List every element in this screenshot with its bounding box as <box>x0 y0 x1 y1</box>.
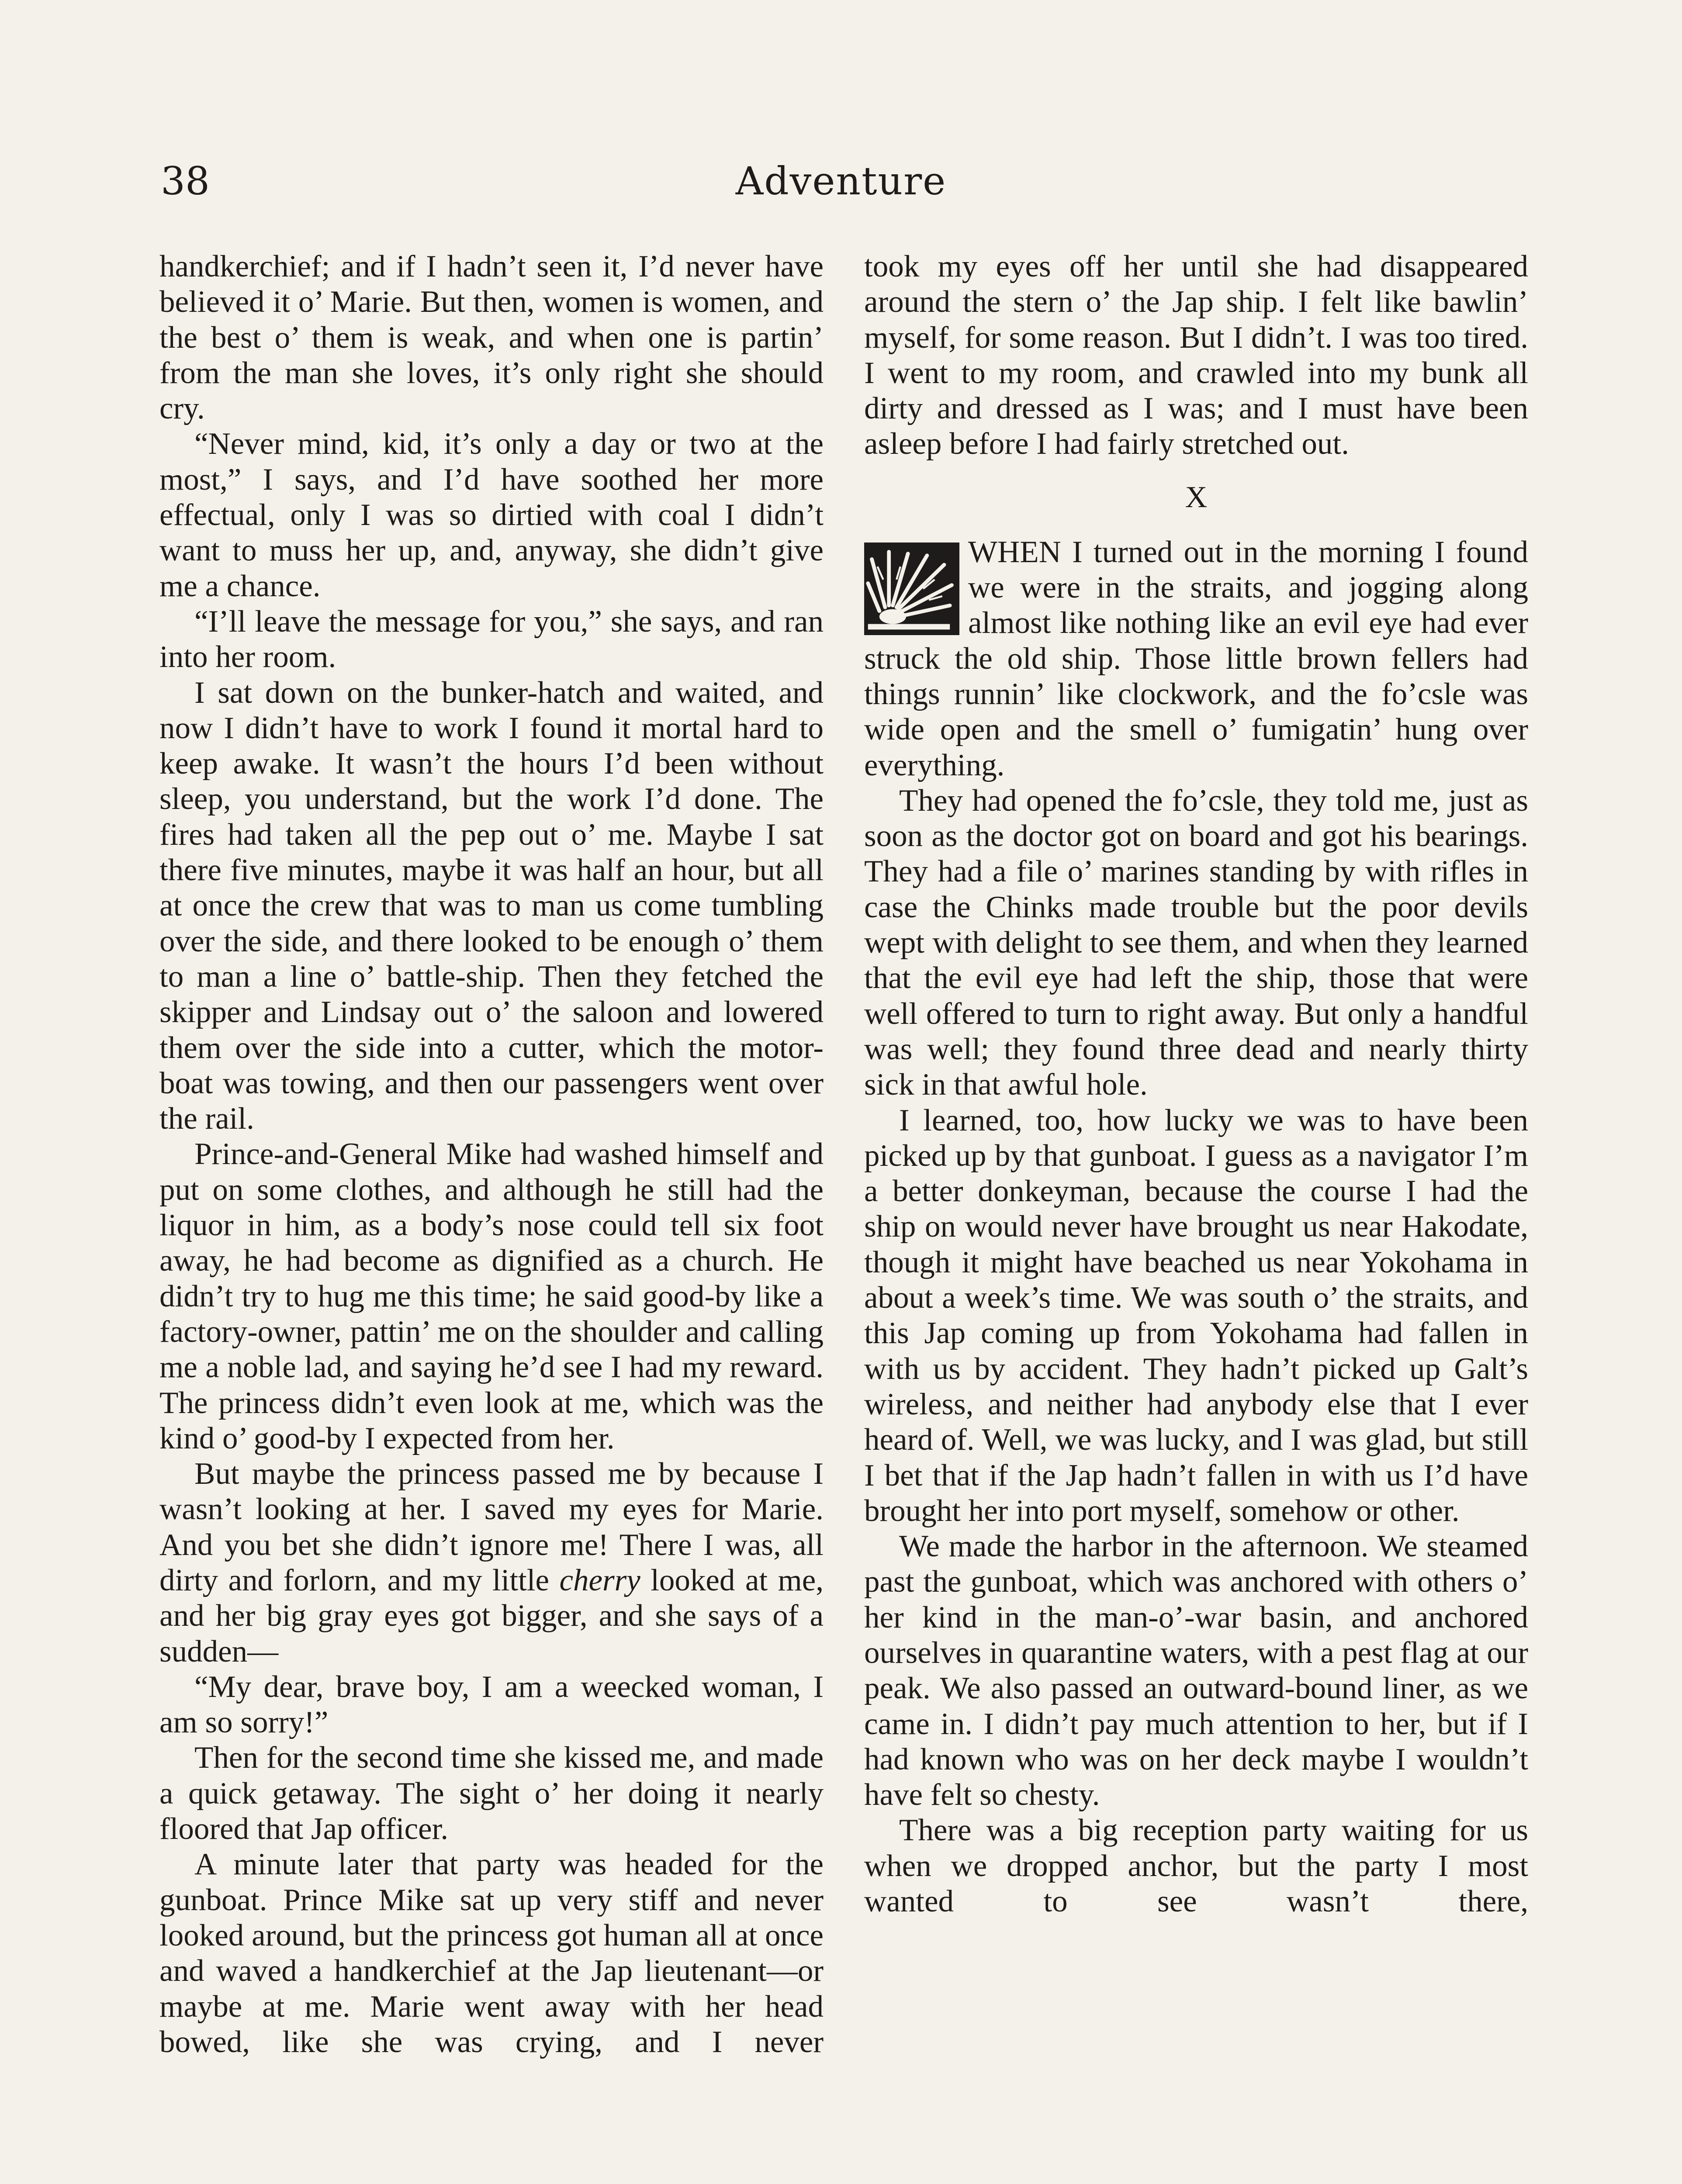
paragraph: took my eyes off her until she had disappeared around the stern o’ the Jap ship. I felt like bawlin’ myself, for some reason. But I didn’t. I was too tired. I went to my room, and crawled into my bunk all dirty and dressed as I was; and I must have been asleep before I had fairly stretched out. <box>864 249 1528 461</box>
running-head: Adventure <box>735 159 947 204</box>
italic-word: cherry <box>559 1563 640 1597</box>
paragraph: I sat down on the bunker-hatch and waited, and now I didn’t have to work I found it mortal hard to keep awake. It wasn’t the hours I’d been without sleep, you understand, but the work I’d done. The fires had taken all the pep out o’ me. Maybe I sat there five minutes, maybe it was half an hour, but all at once the crew that was to man us come tumbling over the side, and there looked to be enough o’ them to man a line o’ battle-ship. Then they fetched the skipper and Lindsay out o’ the saloon and lowered them over the side into a cutter, which the motor-boat was towing, and then our passengers went over the rail. <box>159 675 824 1136</box>
paragraph-text: But maybe the princess passed me by because I wasn’t looking at her. I saved my eyes for Marie. And you bet she didn’t ignore me! There I was, all dirty and forlorn, and my little <box>159 1457 824 1597</box>
paragraph-text: WHEN I turned out in the morning I found we were in the straits, and jogging along almost like nothing like an evil eye had ever struck the old ship. Those little brown fellers had things runnin’ like clockwork, and the fo’csle was wide open and the smell o’ fumigatin’ hung over everything. <box>864 535 1528 782</box>
paragraph: We made the harbor in the afternoon. We steamed past the gunboat, which was anchored with others o’ her kind in the man-o’-war basin, and anchored ourselves in quarantine waters, with a pest flag at our peak. We also passed an outward-bound liner, as we came in. I didn’t pay much attention to her, but if I had known who was on her deck maybe I wouldn’t have felt so chesty. <box>864 1529 1528 1812</box>
paragraph: There was a big reception party waiting for us when we dropped anchor, but the party I most wanted to see wasn’t there, <box>864 1813 1528 1919</box>
paragraph: “I’ll leave the message for you,” she says, and ran into her room. <box>159 604 824 674</box>
drop-cap-paragraph <box>864 535 1528 783</box>
paragraph: I learned, too, how lucky we was to have been picked up by that gunboat. I guess as a navigator I’m a better donkeyman, because the course I had the ship on would never have brought us near Hakodate, though it might have beached us near Yokohama in about a week’s time. We was south o’ the straits, and this Jap coming up from Yokohama had fallen in with us by accident. They hadn’t picked up Galt’s wireless, and neither had anybody else that I ever heard of. Well, we was lucky, and I was glad, but still I bet that if the Jap hadn’t fallen in with us I’d have brought her into port myself, somehow or other. <box>864 1103 1528 1528</box>
paragraph-text: looked at me, and her big gray eyes got bigger, and she says of a sudden— <box>159 1563 824 1669</box>
section-heading: X <box>1185 480 1208 514</box>
paragraph: Then for the second time she kissed me, and made a quick getaway. The sight o’ her doing it nearly floored that Jap officer. <box>159 1741 824 1846</box>
paragraph: handkerchief; and if I hadn’t seen it, I’d never have believed it o’ Marie. But then, women is women, and the best o’ them is weak, and when one is partin’ from the man she loves, it’s only right she should cry. <box>159 249 824 426</box>
page-number: 38 <box>161 159 210 204</box>
paragraph: Prince-and-General Mike had washed himself and put on some clothes, and although he still had the liquor in him, as a body’s nose could tell six foot away, he had become as dignified as a church. He didn’t try to hug me this time; he said good-by like a factory-owner, pattin’ me on the shoulder and calling me a noble lad, and saying he’d see I had my reward. The princess didn’t even look at me, which was the kind o’ good-by I expected from her. <box>159 1137 824 1455</box>
paragraph: They had opened the fo’csle, they told me, just as soon as the doctor got on board and got his bearings. They had a file o’ marines standing by with rifles in case the Chinks made trouble but the poor devils wept with delight to see them, and when they learned that the evil eye had left the ship, those that were well offered to turn to right away. But only a handful was well; they found three dead and nearly thirty sick in that awful hole. <box>864 783 1528 1102</box>
paragraph: A minute later that party was headed for the gunboat. Prince Mike sat up very stiff and never looked around, but the princess got human all at once and waved a handkerchief at the Jap lieutenant—or maybe at me. Marie went away with her head bowed, like she was crying, and I never <box>159 1847 824 2059</box>
column-left <box>159 249 824 2060</box>
column-right <box>864 249 1528 1919</box>
paragraph: “Never mind, kid, it’s only a day or two at the most,” I says, and I’d have soothed her more effectual, only I was so dirtied with coal I didn’t want to muss her up, and, anyway, she didn’t give me a chance. <box>159 427 824 603</box>
paragraph <box>159 1456 824 1669</box>
paragraph: “My dear, brave boy, I am a weecked woman, I am so sorry!” <box>159 1669 824 1740</box>
sunburst-ornament-icon <box>864 543 959 635</box>
